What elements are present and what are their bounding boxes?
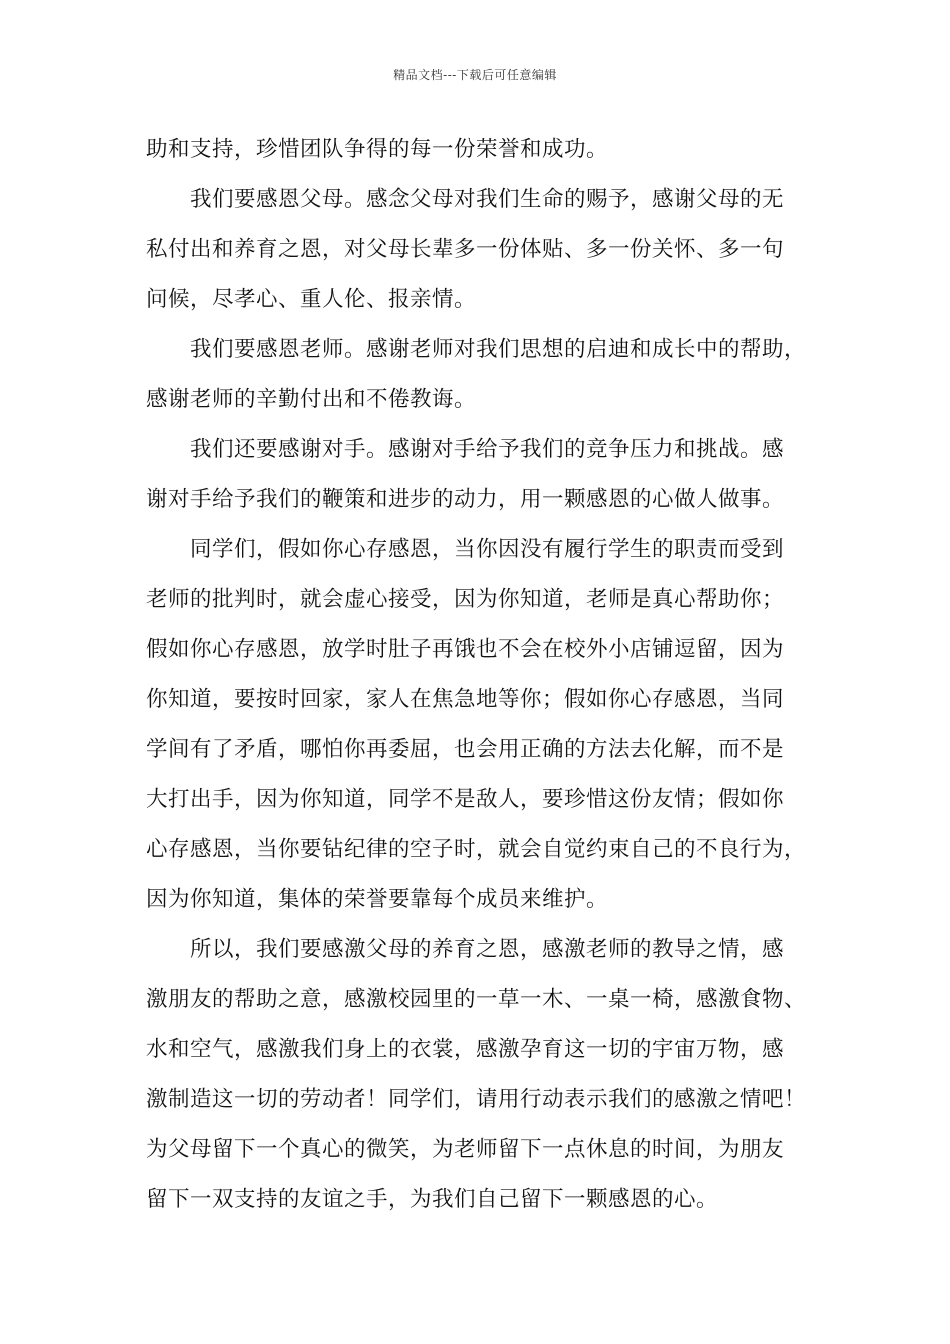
text-line: 大打出手，因为你知道，同学不是敌人，要珍惜这份友情；假如你 <box>146 787 785 812</box>
text-line: 激朋友的帮助之意，感激校园里的一草一木、一桌一椅，感激食物、 <box>146 987 807 1012</box>
text-line: 为父母留下一个真心的微笑，为老师留下一点休息的时间，为朋友 <box>146 1137 785 1162</box>
text-line: 激制造这一切的劳动者！同学们，请用行动表示我们的感激之情吧！ <box>146 1087 807 1112</box>
text-line: 我们要感恩父母。感念父母对我们生命的赐予，感谢父母的无 <box>190 187 785 212</box>
text-line: 学间有了矛盾，哪怕你再委屈，也会用正确的方法去化解，而不是 <box>146 737 785 762</box>
text-line: 假如你心存感恩，放学时肚子再饿也不会在校外小店铺逗留，因为 <box>146 637 785 662</box>
text-line: 老师的批判时，就会虚心接受，因为你知道，老师是真心帮助你； <box>146 587 785 612</box>
text-line: 你知道，要按时回家，家人在焦急地等你；假如你心存感恩，当同 <box>146 687 785 712</box>
page-header: 精品文档---下载后可任意编辑 <box>393 68 557 82</box>
text-line: 我们要感恩老师。感谢老师对我们思想的启迪和成长中的帮助， <box>190 337 807 362</box>
text-line: 私付出和养育之恩，对父母长辈多一份体贴、多一份关怀、多一句 <box>146 237 785 262</box>
text-line: 感谢老师的辛勤付出和不倦教诲。 <box>146 387 477 412</box>
text-line: 谢对手给予我们的鞭策和进步的动力，用一颗感恩的心做人做事。 <box>146 487 785 512</box>
text-line: 所以，我们要感激父母的养育之恩，感激老师的教导之情，感 <box>190 937 785 962</box>
body-text <box>146 132 816 1232</box>
text-line: 因为你知道，集体的荣誉要靠每个成员来维护。 <box>146 887 609 912</box>
text-line: 心存感恩，当你要钻纪律的空子时，就会自觉约束自己的不良行为， <box>146 837 807 862</box>
text-line: 水和空气，感激我们身上的衣裳，感激孕育这一切的宇宙万物，感 <box>146 1037 785 1062</box>
text-line: 问候，尽孝心、重人伦、报亲情。 <box>146 287 477 312</box>
text-line: 我们还要感谢对手。感谢对手给予我们的竞争压力和挑战。感 <box>190 437 785 462</box>
text-line: 同学们，假如你心存感恩，当你因没有履行学生的职责而受到 <box>190 537 785 562</box>
text-line: 留下一双支持的友谊之手，为我们自己留下一颗感恩的心。 <box>146 1187 719 1212</box>
text-line: 助和支持，珍惜团队争得的每一份荣誉和成功。 <box>146 137 609 162</box>
